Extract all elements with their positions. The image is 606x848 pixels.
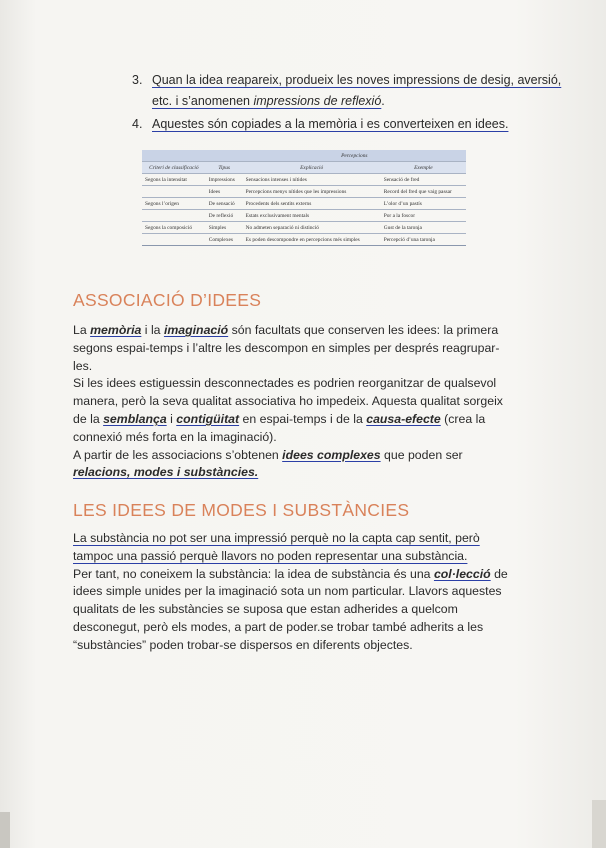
text-run: que poden ser xyxy=(380,447,463,462)
text-run: i xyxy=(166,411,177,426)
list-term: impressions de reflexió xyxy=(253,94,382,108)
table-cell xyxy=(142,210,206,222)
key-term: imaginació xyxy=(163,323,229,337)
table-cell: Segons la intensitat xyxy=(142,174,206,186)
section-heading-associacio: ASSOCIACIÓ D’IDEES xyxy=(73,290,262,310)
table-cell: Simples xyxy=(206,222,243,234)
table-cell: Complexes xyxy=(206,234,243,246)
text-run: La substància no pot ser una impressió perquè no la capta cap sentit, però tampoc una passió perquè llavors no poden representar una substància. xyxy=(73,531,480,563)
paragraph xyxy=(73,566,513,655)
table-cell: No admeten separació ni distinció xyxy=(243,222,381,234)
table-header: Explicació xyxy=(243,162,381,174)
list-number: 4. xyxy=(132,117,143,131)
table-cell: Percepció d’una taronja xyxy=(381,234,466,246)
text-run: Per tant, no coneixem la substància: la idea de substància és una xyxy=(73,566,434,581)
perceptions-table xyxy=(142,150,466,262)
table-row xyxy=(142,198,466,210)
table-cell: Procedents dels sentits externs xyxy=(243,198,381,210)
table-cell: Sensacions intenses i nítides xyxy=(243,174,381,186)
key-term: col·lecció xyxy=(433,566,491,581)
table-row xyxy=(142,210,466,222)
table-cell: Impressions xyxy=(206,174,243,186)
table-cell: De sensació xyxy=(206,198,243,210)
table-header: Exemple xyxy=(381,162,466,174)
table-cell: Por a la foscor xyxy=(381,210,466,222)
key-term: memòria xyxy=(90,323,142,337)
paragraph xyxy=(73,375,513,446)
key-term: semblança xyxy=(103,411,167,426)
list-text: Quan la idea reapareix, produeix les noves impressions de desig, aversió, etc. i s’anomenen xyxy=(152,73,562,108)
table-header: Tipus xyxy=(206,162,243,174)
table-cell xyxy=(142,234,206,246)
table-cell: Segons la composició xyxy=(142,222,206,234)
section-heading-modes: LES IDEES DE MODES I SUBSTÀNCIES xyxy=(73,500,410,520)
text-run: (crea la connexió més forta en la imaginació). xyxy=(73,411,486,444)
table-cell: Es poden descompondre en percepcions més simples xyxy=(243,234,381,246)
table-cell xyxy=(142,186,206,198)
table-header: Criteri de classificació xyxy=(142,162,206,174)
numbered-list xyxy=(132,70,572,135)
page-edge-shadow xyxy=(0,812,10,848)
table-corner xyxy=(142,150,206,162)
list-text: Aquestes són copiades a la memòria i es converteixen en idees. xyxy=(152,117,509,131)
text-run: La xyxy=(73,323,91,337)
table-row xyxy=(142,222,466,234)
table-cell: L’olor d’un pastís xyxy=(381,198,466,210)
key-term: causa-efecte xyxy=(366,411,441,426)
page-edge-shadow-right xyxy=(592,800,606,848)
table-cell: Estats exclusivament mentals xyxy=(243,210,381,222)
text-run: i la xyxy=(141,323,164,337)
table-row xyxy=(142,186,466,198)
table-cell: Record del fred que vaig passar xyxy=(381,186,466,198)
text-run: en espai-temps i de la xyxy=(239,411,367,426)
text-run: Si les idees estiguessin desconnectades es podrien reorganitzar de qualsevol manera, però la seva qualitat associativa ho impedeix. Aquesta qualitat sorgeix de la xyxy=(73,376,503,426)
paragraph xyxy=(73,530,513,566)
table-cell: Idees xyxy=(206,186,243,198)
table-corner xyxy=(206,150,243,162)
text-run: de idees simple unides per la imaginació sota un nom particular. Llavors aquestes qualitats de les substàncies se suposa que estan adherides a quelcom desconegut, però els modes, a part de poder.se trobar també adherits a les “substàncies” poden trobar-se dispersos en diferents objectes. xyxy=(73,566,508,652)
key-term: relacions, modes i substàncies. xyxy=(73,465,259,480)
table-row xyxy=(142,174,466,186)
table-cell: Gust de la taronja xyxy=(381,222,466,234)
table-cell: Segons l’origen xyxy=(142,198,206,210)
paragraph xyxy=(73,322,513,375)
table-row xyxy=(142,234,466,246)
section-body-modes xyxy=(73,530,513,655)
table-cell: Percepcions menys nítides que les impressions xyxy=(243,186,381,198)
table-cell: Sensació de fred xyxy=(381,174,466,186)
list-item xyxy=(132,70,572,112)
key-term: contigüitat xyxy=(176,411,240,426)
list-item xyxy=(132,114,572,135)
text-run: A partir de les associacions s’obtenen xyxy=(73,447,283,462)
key-term: idees complexes xyxy=(282,447,381,462)
paragraph xyxy=(73,447,513,483)
text-run: són facultats que conserven les idees: la primera segons espai-temps i l’altre les descompon en simples per després reagrupar-les. xyxy=(73,323,500,373)
list-punct: . xyxy=(381,94,385,108)
section-body-associacio xyxy=(73,322,513,482)
table-title: Percepcions xyxy=(243,150,466,162)
list-number: 3. xyxy=(132,73,143,87)
table-cell: De reflexió xyxy=(206,210,243,222)
